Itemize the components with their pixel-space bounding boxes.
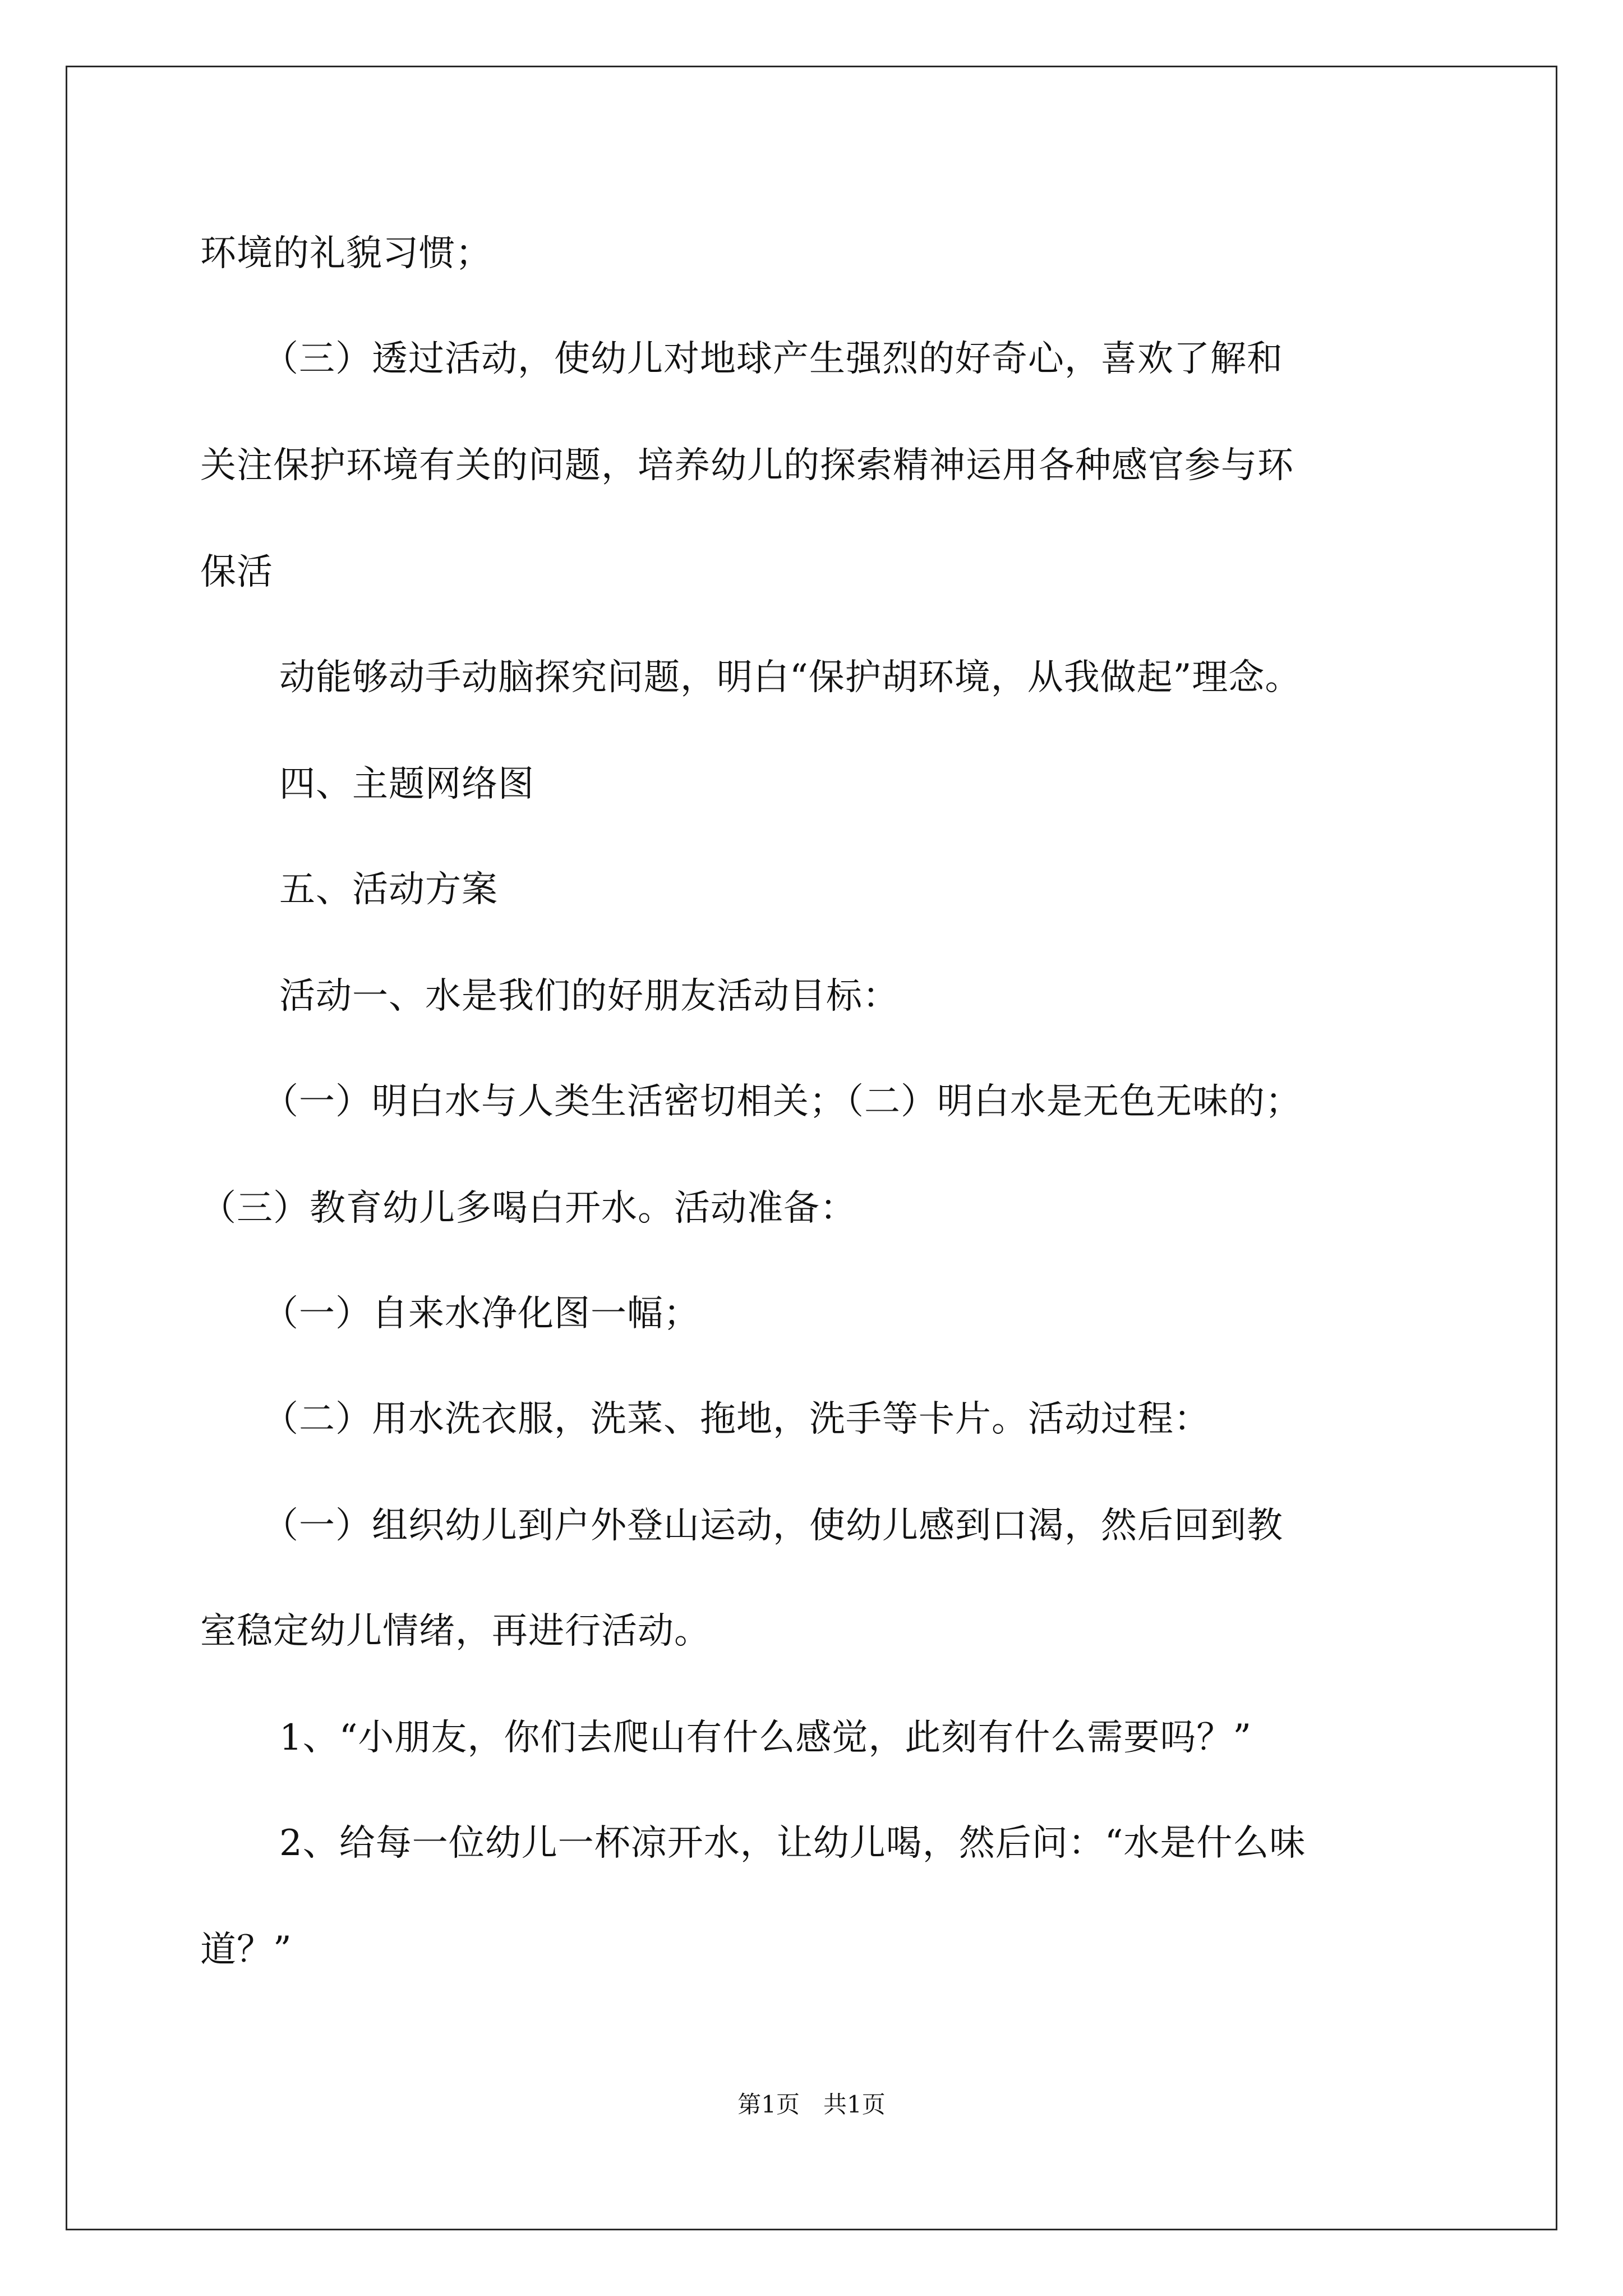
body-line-13: （一）组织幼儿到户外登山运动，使幼儿感到口渴，然后回到教 bbox=[262, 1505, 1283, 1547]
page-number: 第1页 共1页 bbox=[737, 2091, 886, 2118]
page-border bbox=[66, 66, 1557, 2230]
body-line-9: （一）明白水与人类生活密切相关；（二）明白水是无色无味的； bbox=[262, 1081, 1302, 1122]
activity-heading-1: 活动一、水是我们的好朋友活动目标： bbox=[279, 976, 899, 1017]
body-line-17: 道？” bbox=[200, 1929, 292, 1971]
body-line-16: 2、给每一位幼儿一杯凉开水，让幼儿喝，然后问：“水是什么味 bbox=[279, 1823, 1306, 1864]
section-heading-4: 四、主题网络图 bbox=[279, 763, 534, 805]
section-heading-5: 五、活动方案 bbox=[279, 869, 498, 910]
body-line-11: （一）自来水净化图一幅； bbox=[262, 1293, 700, 1335]
body-line-1: 环境的礼貌习惯； bbox=[200, 233, 492, 274]
body-line-4: 保活 bbox=[200, 551, 273, 593]
body-line-14: 室稳定幼儿情绪，再进行活动。 bbox=[200, 1611, 711, 1652]
body-line-12: （二）用水洗衣服，洗菜、拖地，洗手等卡片。活动过程： bbox=[262, 1398, 1210, 1440]
body-line-3: 关注保护环境有关的问题，培养幼儿的探索精神运用各种感官参与环 bbox=[200, 445, 1294, 486]
body-line-15: 1、“小朋友，你们去爬山有什么感觉，此刻有什么需要吗？” bbox=[279, 1717, 1252, 1759]
body-line-5: 动能够动手动脑探究问题，明白“保护胡环境，从我做起”理念。 bbox=[279, 657, 1302, 698]
body-line-2: （三）透过活动，使幼儿对地球产生强烈的好奇心，喜欢了解和 bbox=[262, 338, 1283, 380]
body-line-10: （三）教育幼儿多喝白开水。活动准备： bbox=[200, 1188, 856, 1229]
